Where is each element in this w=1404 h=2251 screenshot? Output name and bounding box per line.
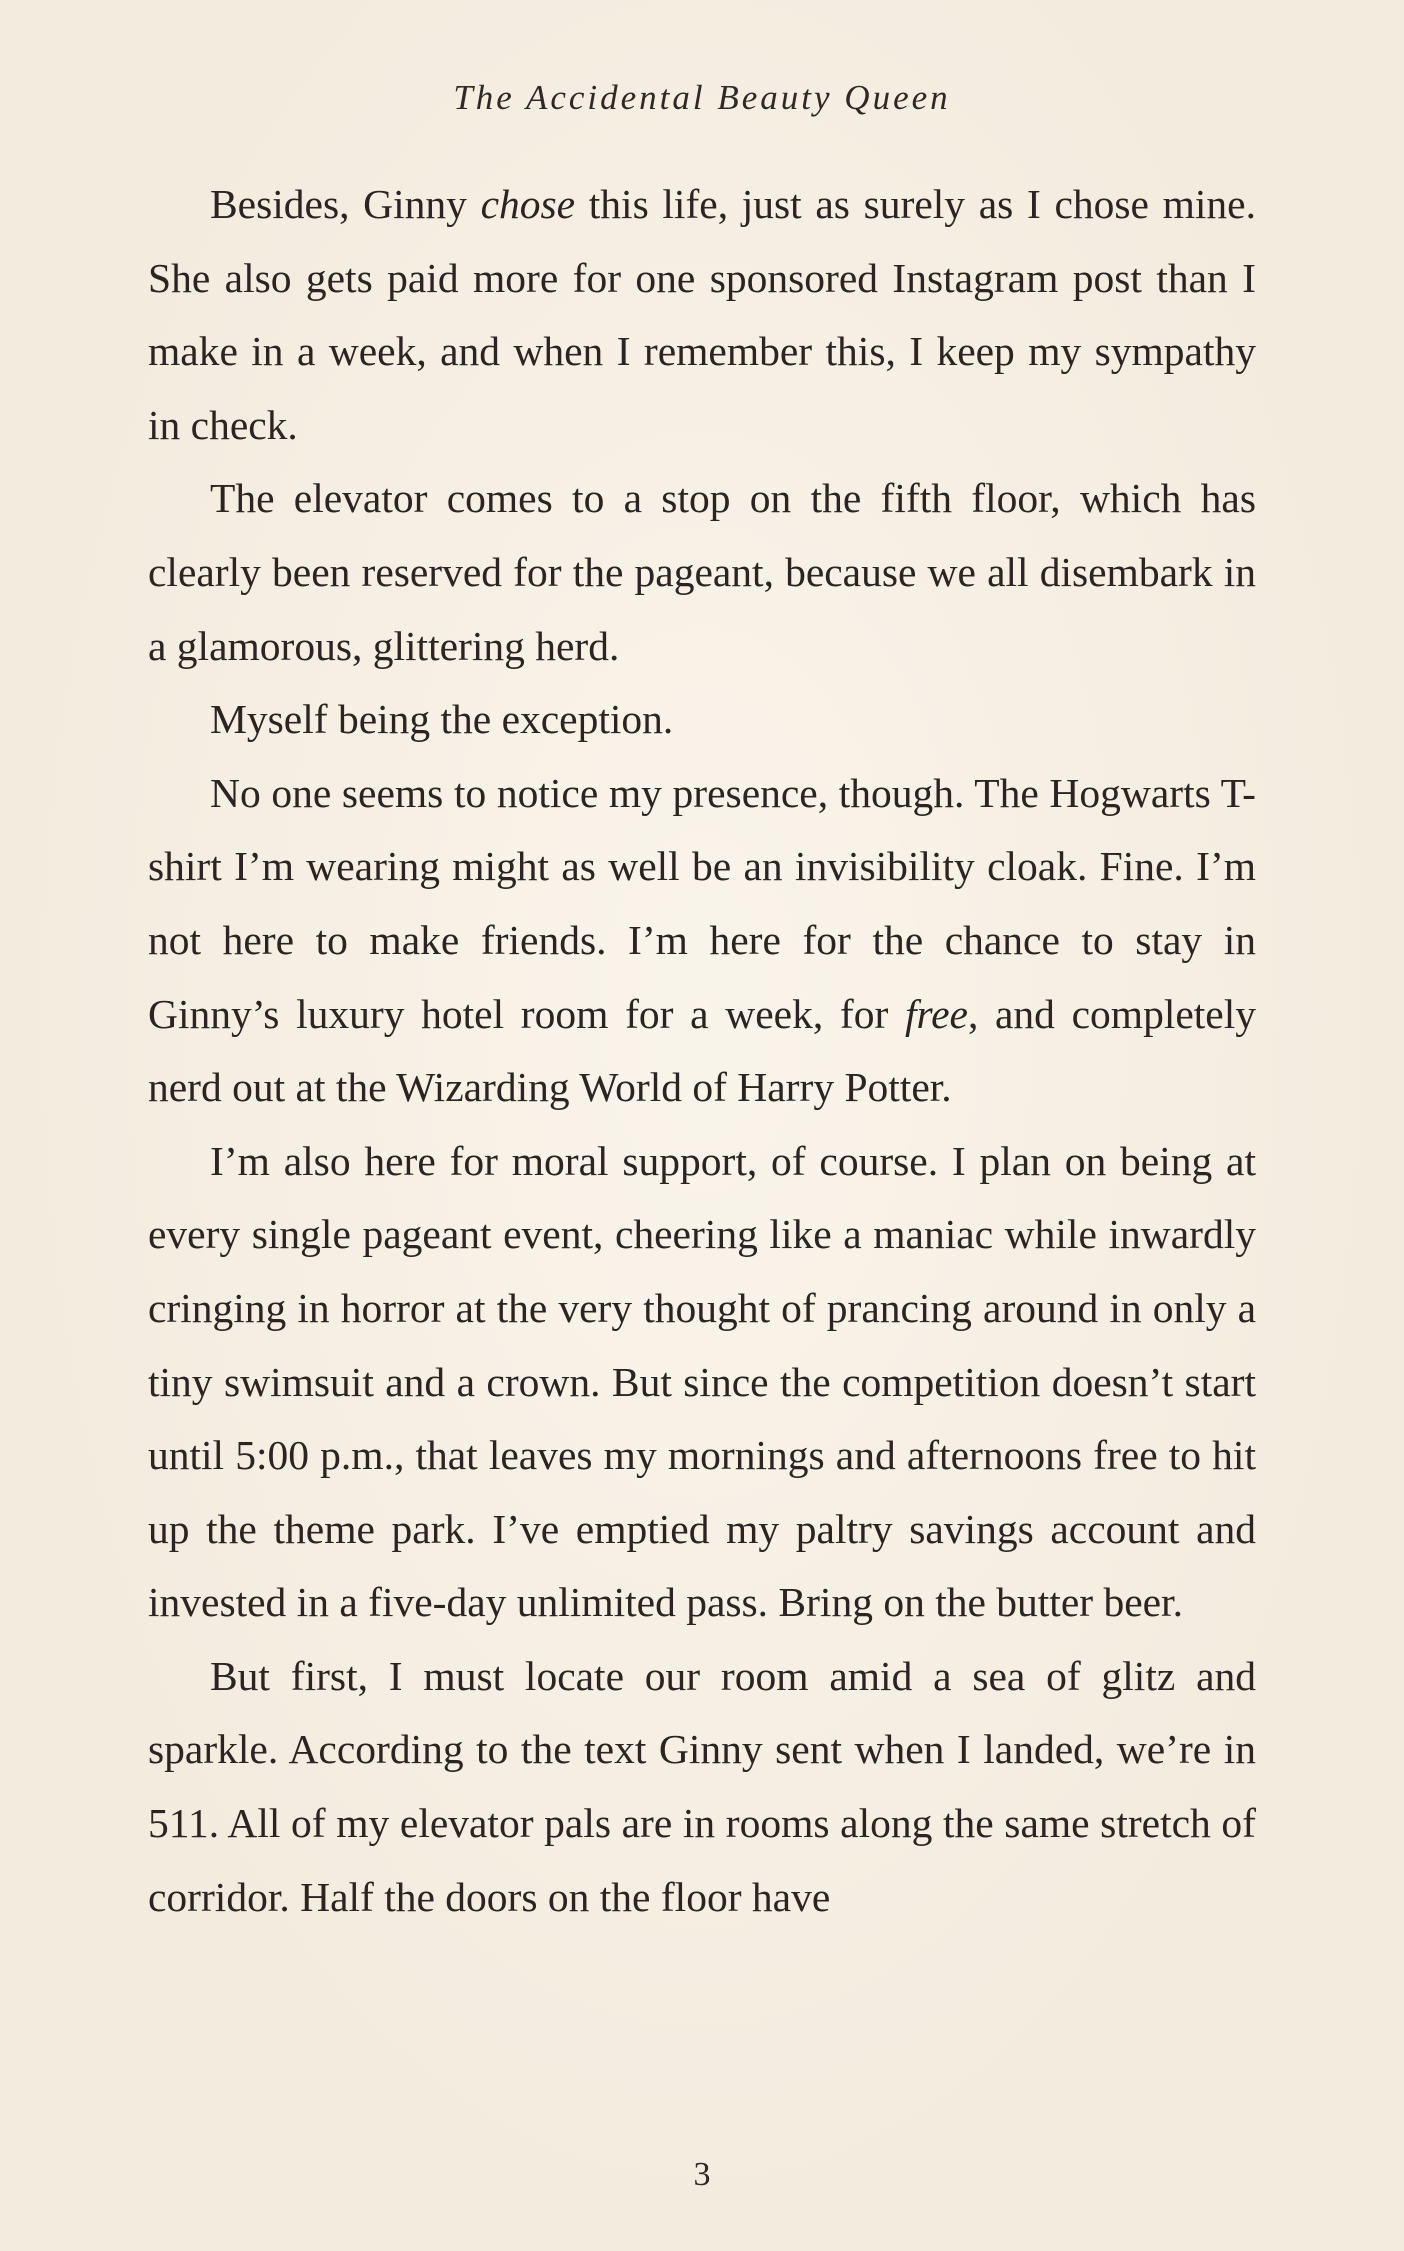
paragraph-2: The elevator comes to a stop on the fifth floor, which has clearly been reserved for the pageant, because we all disembark in a glamorous, glittering herd.: [148, 475, 1256, 669]
paragraph-1-text-a: Besides, Ginny: [210, 181, 481, 227]
paragraph-5: I’m also here for moral support, of course. I plan on being at every single pageant event, cheering like a maniac while inwardly cringing in horror at the very thought of prancing around in only a tiny swimsuit and a crown. But since the competition doesn’t start until 5:00 p.m., that leaves my mornings and afternoons free to hit up the theme park. I’ve emptied my paltry savings account and invested in a five-day unlimited pass. Bring on the butter beer.: [148, 1137, 1256, 1626]
paragraph-4-text-a: No one seems to notice my presence, though. The Hogwarts T-shirt I’m wearing might as well be an invisibility cloak. Fine. I’m not here to make friends. I’m here for the chance to stay in Ginny’s luxury hotel room for a week, for: [148, 769, 1256, 1037]
paragraph-4-text-b: , and completely nerd out at the Wizarding World of Harry Potter.: [148, 990, 1256, 1111]
paragraph-1-emphasis: chose: [480, 181, 576, 227]
paragraph-4-emphasis: free: [904, 990, 968, 1037]
page-number: 3: [693, 2156, 711, 2193]
paragraph-6: But first, I must locate our room amid a sea of glitz and sparkle. According to the text Ginny sent when I landed, we’re in 511. All of my elevator pals are in rooms along the same stretch of corridor. Half the doors on the floor have: [148, 1652, 1256, 1920]
paragraph-4: [148, 757, 1256, 1125]
running-head: The Accidental Beauty Queen: [453, 78, 951, 117]
paragraph-1: [148, 168, 1256, 462]
paragraph-1-text-b: this life, just as surely as I chose mine. She also gets paid more for one sponsored Instagram post than I make in a week, and when I remember this, I keep my sympathy in check.: [148, 181, 1256, 448]
paragraph-3: Myself being the exception.: [210, 696, 674, 743]
body-text: [148, 168, 1256, 1934]
